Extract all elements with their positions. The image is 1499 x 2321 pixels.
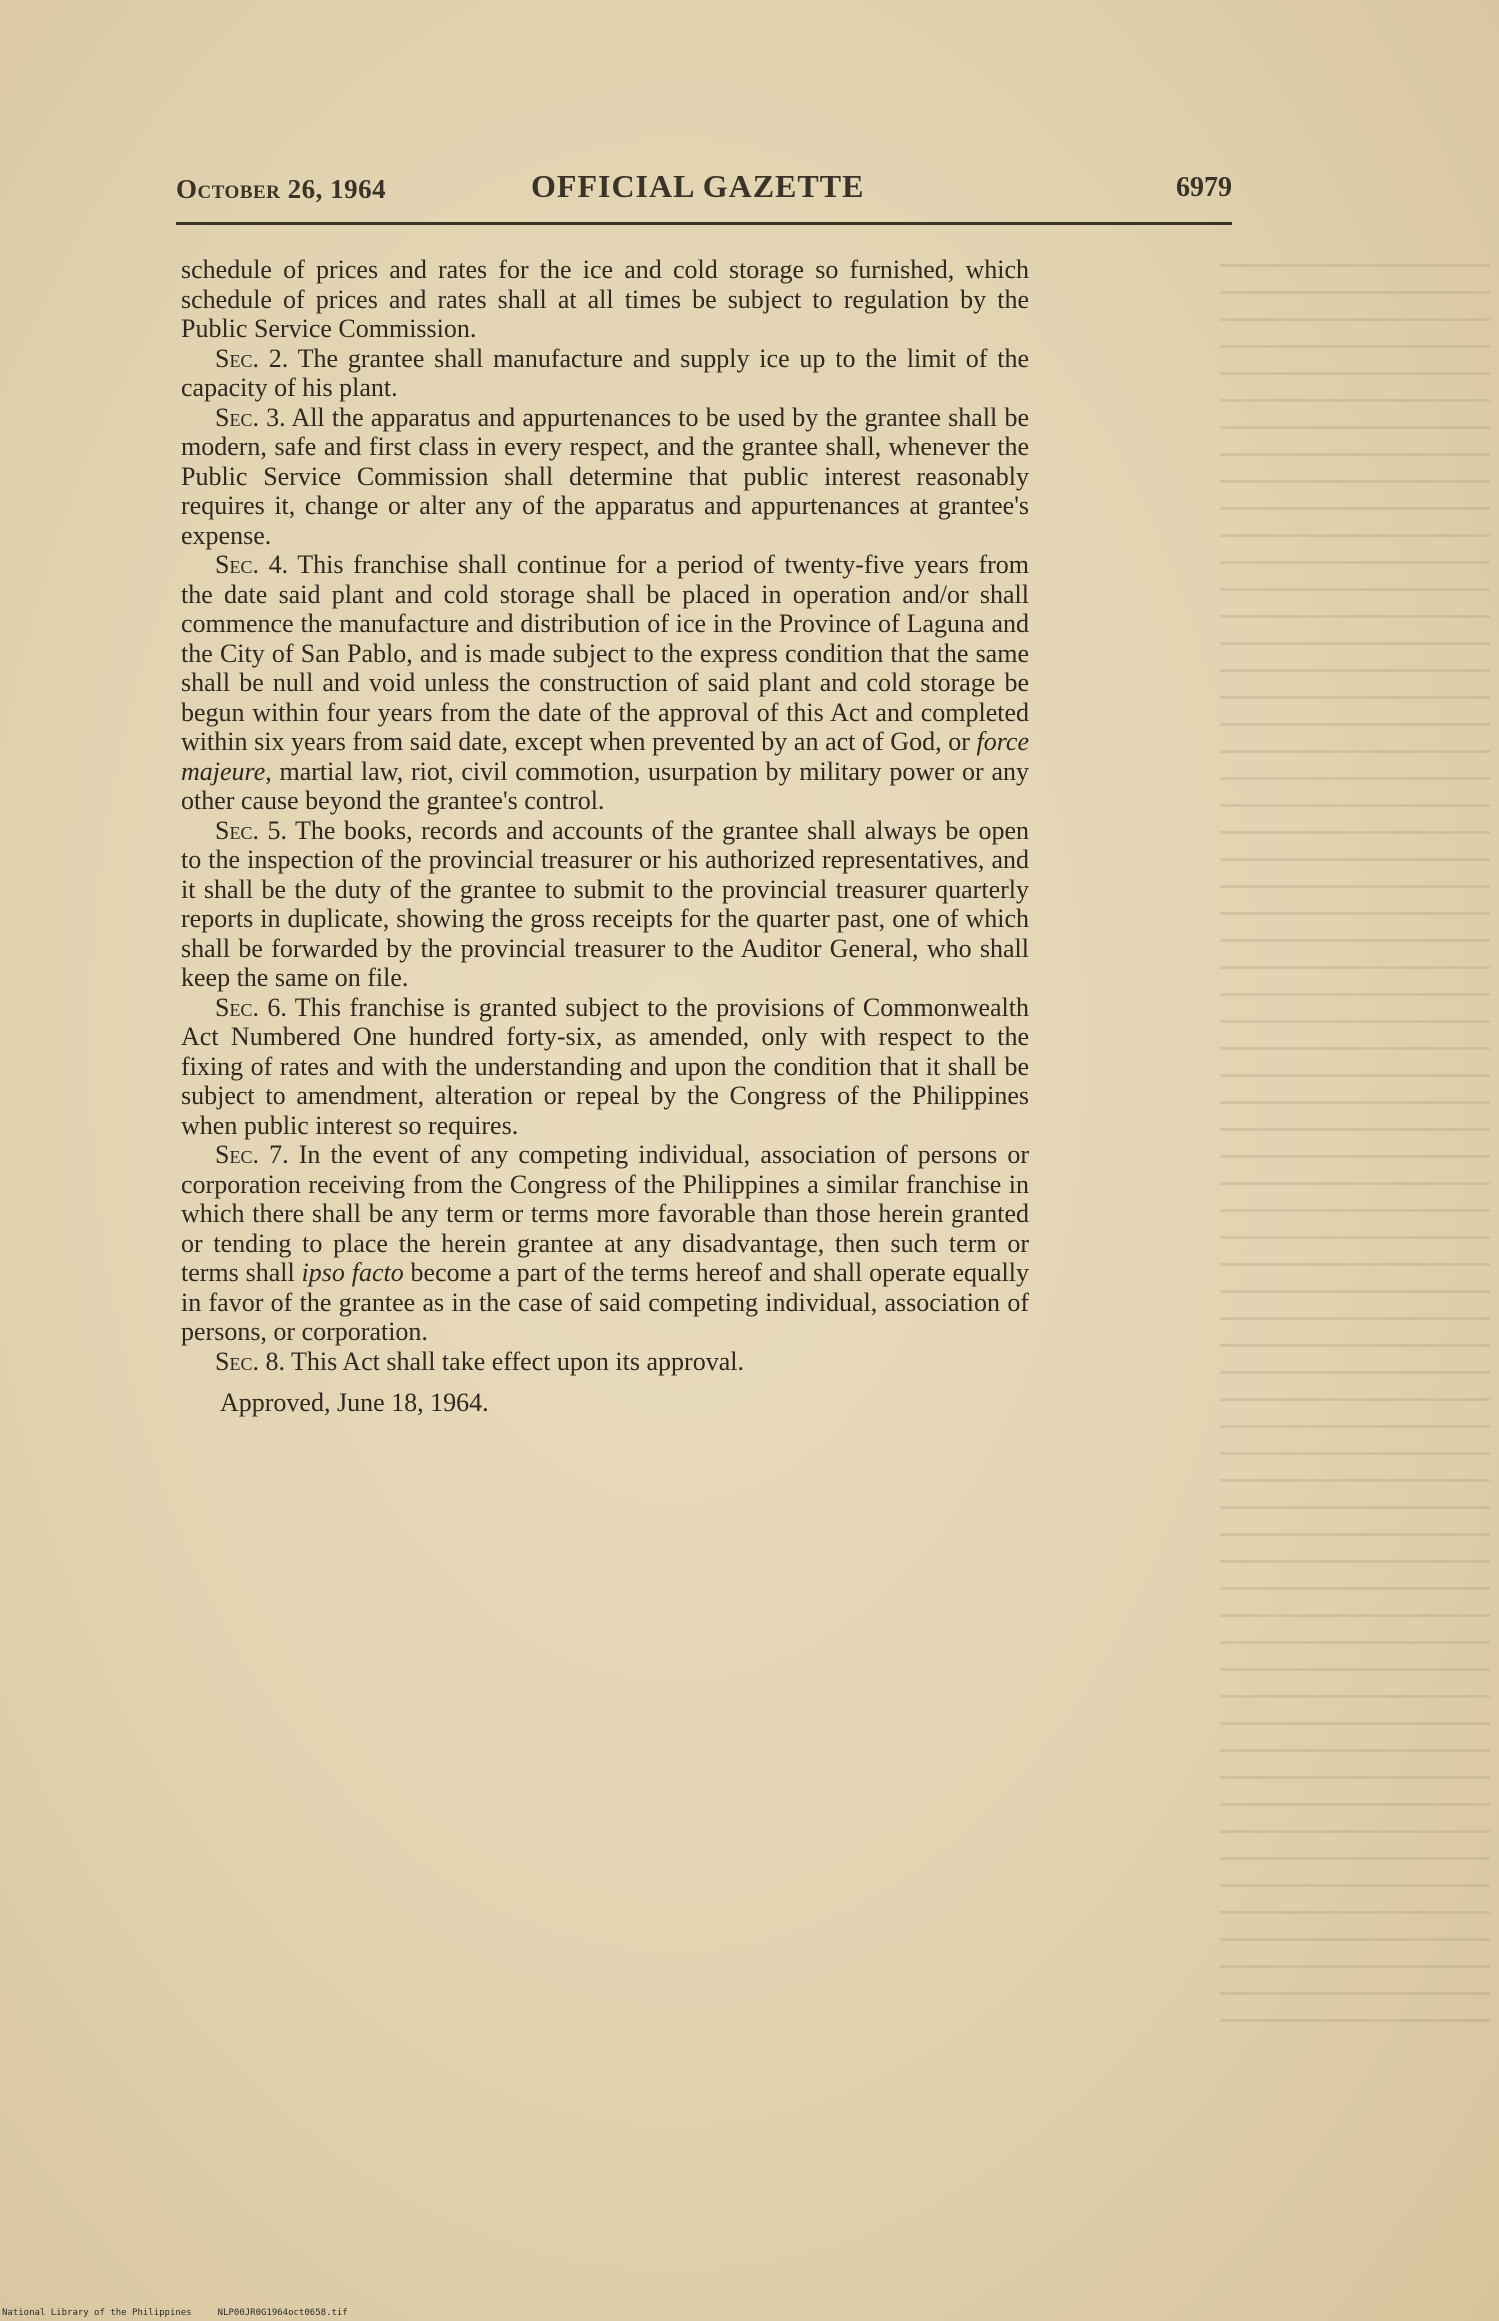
page-number: 6979 xyxy=(1176,172,1232,203)
section-8 xyxy=(181,1347,1029,1377)
section-text: The grantee shall manufacture and supply ice up to the limit of the capacity of his plant. xyxy=(181,343,1029,402)
section-label: Sec. 2. xyxy=(215,343,289,373)
header-title: OFFICIAL GAZETTE xyxy=(531,168,865,204)
header-date: October 26, 1964 xyxy=(176,174,387,204)
section-text: In the event of any competing individual, association of persons or corporation receiving from the Congress of the Philippines a similar franchise in which there shall be any term or terms more favorable than those herein granted or tending to place the herein grantee at any disadvantage, then such term or terms shall xyxy=(181,1140,1030,1287)
italic-term: force majeure xyxy=(181,727,1029,786)
approval-line: Approved, June 18, 1964. xyxy=(220,1388,489,1417)
section-5 xyxy=(181,816,1029,993)
paragraph-continuation xyxy=(181,255,1029,344)
section-7 xyxy=(181,1140,1029,1347)
page-header xyxy=(176,168,1232,208)
footer-library: National Library of the Philippines xyxy=(2,2308,192,2318)
section-6 xyxy=(181,993,1029,1141)
section-label: Sec. 6. xyxy=(215,992,287,1022)
section-text: All the apparatus and appurtenances to be used by the grantee shall be modern, safe and first class in every respect, and the grantee shall, whenever the Public Service Commission shall determine that public interest reasonably requires it, change or alter any of the apparatus and appurtenances at grantee's expense. xyxy=(181,402,1030,550)
header-rule xyxy=(176,222,1232,225)
section-text: This franchise is granted subject to the provisions of Commonwealth Act Numbered One hundred forty-six, as amended, only with respect to the fixing of rates and with the understanding and upon the condition that it shall be subject to amendment, alteration or repeal by the Congress of the Philippines when public interest so requires. xyxy=(181,992,1029,1140)
section-4 xyxy=(181,550,1029,816)
section-text: become a part of the terms hereof and shall operate equally in favor of the grantee as in the case of said competing individual, association of persons, or corporation. xyxy=(181,1258,1029,1346)
section-3 xyxy=(181,403,1029,551)
section-2 xyxy=(181,344,1029,403)
section-text: The books, records and accounts of the grantee shall always be open to the inspection of the provincial treasurer or his authorized representatives, and it shall be the duty of the grantee to submit to the provincial treasurer quarterly reports in duplicate, showing the gross receipts for the quarter past, one of which shall be forwarded by the provincial treasurer to the Auditor General, who shall keep the same on file. xyxy=(181,815,1029,992)
document-body xyxy=(181,255,1029,1418)
paragraph-text: schedule of prices and rates for the ice and cold storage so furnished, which schedule of prices and rates shall at all times be subject to regulation by the Public Service Commission. xyxy=(181,255,1029,343)
footer-filename: NLP00JR0G1964oct0658.tif xyxy=(217,2308,348,2318)
section-label: Sec. 4. xyxy=(215,550,289,579)
section-text: This franchise shall continue for a period of twenty-five years from the date said plant and cold storage shall be placed in operation and/or shall commence the manufacture and distribution of ice in the Province of Laguna and the City of San Pablo, and is made subject to the express condition that the same shall be null and void unless the construction of said plant and cold storage be begun within four years from the date of the approval of this Act and completed within six years from said date, except when prevented by an act of God, or xyxy=(181,550,1029,756)
section-label: Sec. 3. xyxy=(215,402,286,432)
section-label: Sec. 8. xyxy=(215,1346,285,1376)
section-text: , martial law, riot, civil commotion, usurpation by military power or any other cause beyond the grantee's control. xyxy=(181,756,1029,815)
italic-term: ipso facto xyxy=(301,1258,404,1287)
section-text: This Act shall take effect upon its approval. xyxy=(284,1346,744,1376)
section-label: Sec. 5. xyxy=(215,815,287,845)
section-label: Sec. 7. xyxy=(215,1140,289,1169)
bleed-through-text xyxy=(1220,240,1490,2040)
scan-footer xyxy=(2,2308,374,2318)
